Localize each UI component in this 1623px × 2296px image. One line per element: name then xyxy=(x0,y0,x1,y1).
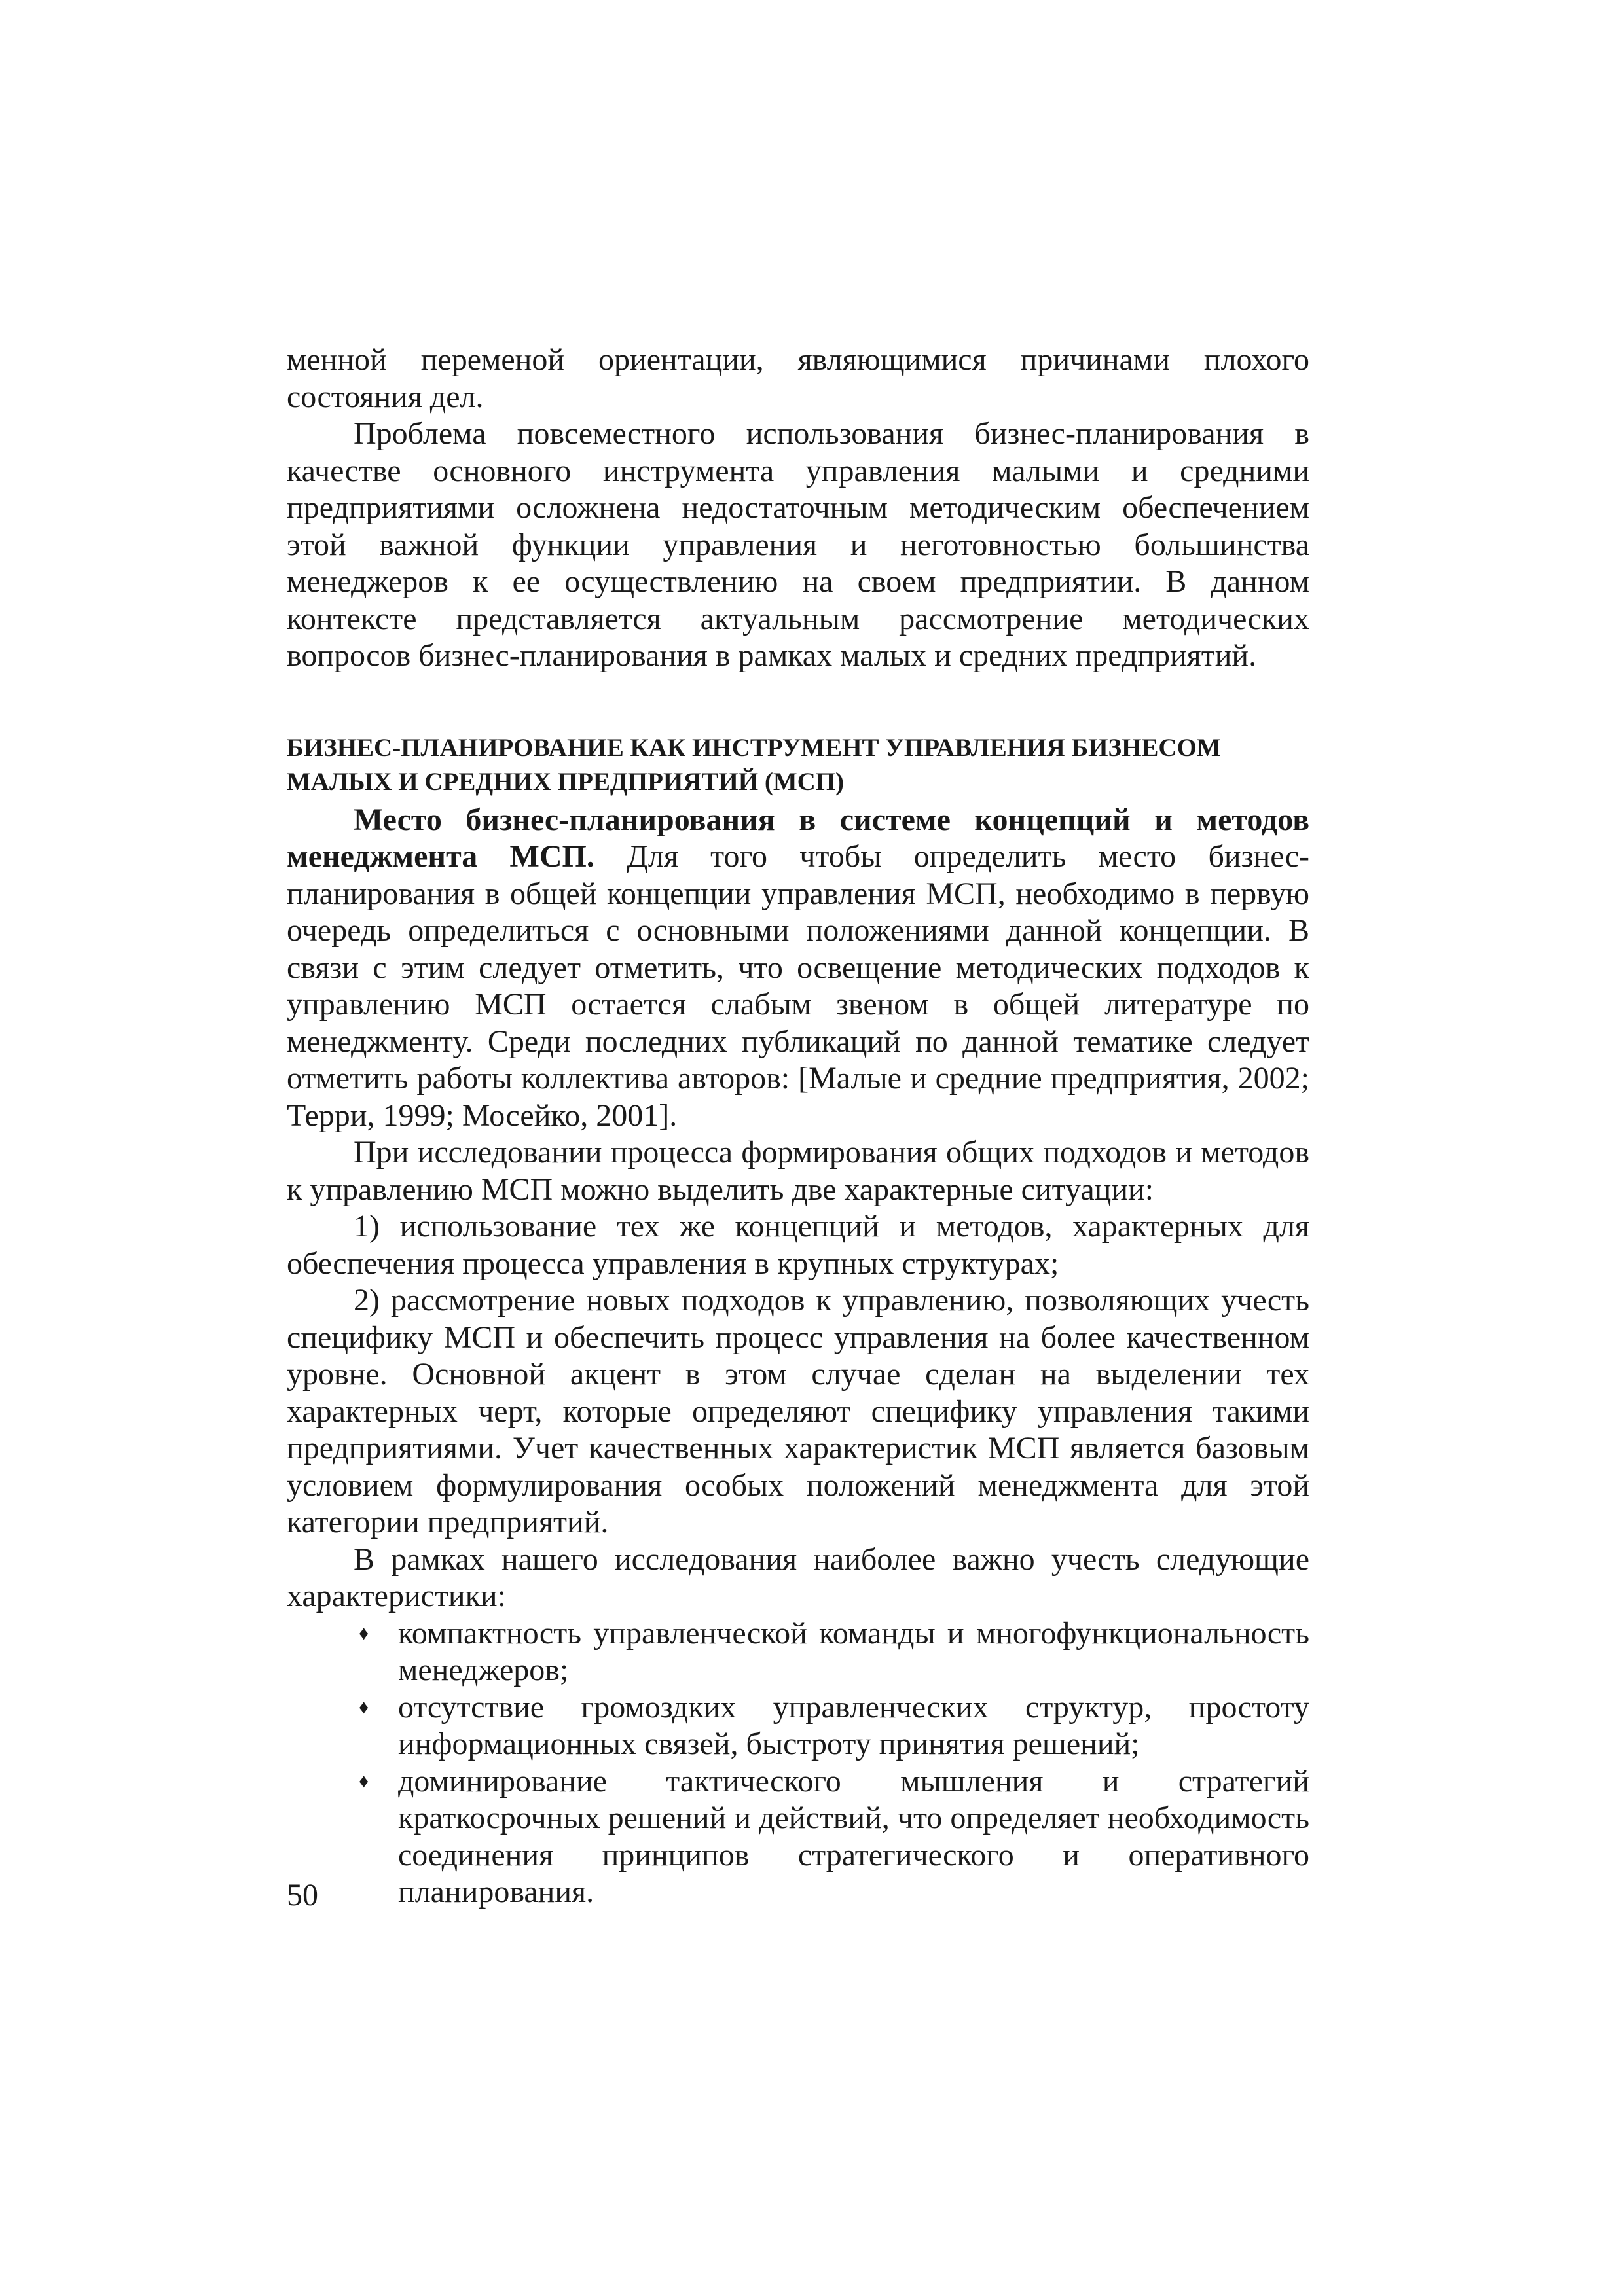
diamond-bullet-icon: ♦ xyxy=(359,1770,369,1792)
paragraph: менной переменой ориентации, являющимися причинами плохого состояния дел. xyxy=(287,342,1309,414)
bullet-text: доминирование тактического мышления и стратегий краткосрочных решений и действий, что определяет необходимость соединения принципов стратегического и оперативного планирования. xyxy=(398,1763,1309,1909)
paragraph-lead: Место бизнес-планирования в системе концепций и методов менеджмента МСП. xyxy=(287,802,1309,874)
page-body xyxy=(287,342,1309,1911)
bullet-item xyxy=(359,1763,1309,1911)
bullet-text: компактность управленческой команды и многофункциональность менеджеров; xyxy=(398,1615,1309,1687)
paragraph: В рамках нашего исследования наиболее важно учесть следующие характеристики: xyxy=(287,1541,1309,1613)
page-number: 50 xyxy=(287,1878,318,1912)
bullet-item xyxy=(359,1689,1309,1763)
bullet-list xyxy=(287,1615,1309,1911)
list-item-numbered: 2) рассмотрение новых подходов к управлению, позволяющих учесть специфику МСП и обеспечить процесс управления на более качественном уровне. Основной акцент в этом случае сделан на выделении тех характерных черт, которые определяют специфику управления такими предприятиями. Учет качественных характеристик МСП является базовым условием формулирования особых положений менеджмента для этой категории предприятий. xyxy=(287,1283,1309,1539)
list-item-numbered: 1) использование тех же концепций и методов, характерных для обеспечения процесса управления в крупных структурах; xyxy=(287,1209,1309,1281)
bullet-item xyxy=(359,1615,1309,1689)
paragraph: При исследовании процесса формирования общих подходов и методов к управлению МСП можно выделить две характерные ситуации: xyxy=(287,1135,1309,1207)
section-heading: БИЗНЕС-ПЛАНИРОВАНИЕ КАК ИНСТРУМЕНТ УПРАВЛЕНИЯ БИЗНЕСОМ МАЛЫХ И СРЕДНИХ ПРЕДПРИЯТИЙ (МСП) xyxy=(287,733,1221,796)
paragraph: Проблема повсеместного использования бизнес-планирования в качестве основного инструмента управления малыми и средними предприятиями осложнена недостаточным методическим обеспечением этой важной функции управления и неготовностью большинства менеджеров к ее осуществлению на своем предприятии. В данном контексте представляется актуальным рассмотрение методических вопросов бизнес-планирования в рамках малых и средних предприятий. xyxy=(287,416,1309,673)
diamond-bullet-icon: ♦ xyxy=(359,1696,369,1718)
bullet-text: отсутствие громоздких управленческих структур, простоту информационных связей, быстроту принятия решений; xyxy=(398,1689,1309,1761)
diamond-bullet-icon: ♦ xyxy=(359,1622,369,1644)
paragraph-body: Для того чтобы определить место бизнес-планирования в общей концепции управления МСП, необходимо в первую очередь определиться с основными положениями данной концепции. В связи с этим следует отметить, что освещение методических подходов к управлению МСП остается слабым звеном в общей литературе по менеджменту. Среди последних публикаций по данной тематике следует отметить работы коллектива авторов: [Малые и средние предприятия, 2002; Терри, 1999; Мосейко, 2001]. xyxy=(287,839,1309,1133)
paragraph xyxy=(287,802,1309,1135)
